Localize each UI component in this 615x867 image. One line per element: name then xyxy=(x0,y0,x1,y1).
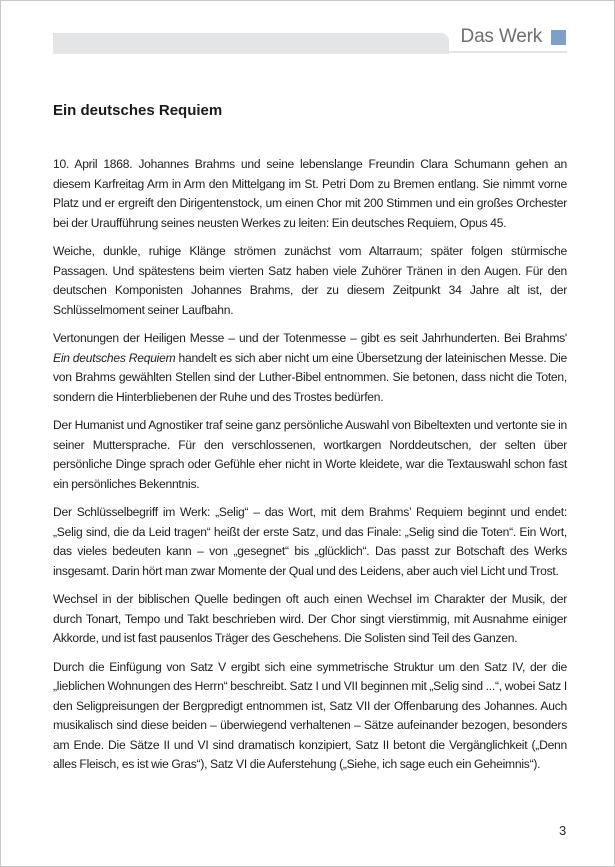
paragraph-3-before: Vertonungen der Heiligen Messe – und der Totenmesse – gibt es seit Jahrhunderten. Bei Brahms' xyxy=(53,331,567,345)
paragraph-7: Durch die Einfügung von Satz V ergibt sich eine symmetrische Struktur um den Satz IV, der die „lieblichen Wohnungen des Herrn“ beschreibt. Satz I und VII beginnen mit „Selig sind ...“, wobei Satz I den Seligpreisungen der Bergpredigt entnommen ist, Satz VII der Offenbarung des Johannes. Auch musikalisch sind diese beiden – überwiegend verhaltenen – Sätze aufeinander bezogen, besonders am Ende. Die Sätze II und VI sind dramatisch konzipiert, Satz II betont die Vergänglichkeit („Denn alles Fleisch, es ist wie Gras“), Satz VI die Auferstehung („Siehe, ich sage euch ein Geheimnis“). xyxy=(53,659,567,771)
section-label: Das Werk xyxy=(460,26,542,47)
section-marker-square-icon xyxy=(551,30,566,45)
header-bar xyxy=(53,33,449,54)
article-title: Ein deutsches Requiem xyxy=(53,102,223,119)
article-body xyxy=(53,155,567,784)
paragraph-4: Der Humanist und Agnostiker traf seine ganz persönliche Auswahl von Bibeltexten und vertonte sie in seiner Muttersprache. Für den verschlossenen, wortkargen Norddeutschen, der selten über persönliche Dinge sprach oder Gefühle eher nicht in Worte kleidete, war die Textauswahl schon fast ein persönliches Bekenntnis. xyxy=(53,418,567,491)
header-rule xyxy=(441,51,567,53)
paragraph-3 xyxy=(53,329,567,407)
paragraph-5: Der Schlüsselbegriff im Werk: „Selig“ – das Wort, mit dem Brahms’ Requiem beginnt und endet: „Selig sind, die da Leid tragen“ heißt der erste Satz, und das Finale: „Selig sind die Toten“. Ein Wort, das vieles bedeuten kann – von „gesegnet“ bis „glücklich“. Das passt zur Botschaft des Werks insgesamt. Darin hört man zwar Momente der Qual und des Leidens, aber auch viel Licht und Trost. xyxy=(53,505,567,578)
paragraph-1: 10. April 1868. Johannes Brahms und seine lebenslange Freundin Clara Schumann gehen an diesem Karfreitag Arm in Arm den Mittelgang im St. Petri Dom zu Bremen entlang. Sie nimmt vorne Platz und er ergreift den Dirigentenstock, um einen Chor mit 200 Stimmen und ein großes Orchester bei der Uraufführung seines neusten Werkes zu leiten: Ein deutsches Requiem, Opus 45. xyxy=(53,157,567,230)
page-number: 3 xyxy=(559,823,567,838)
work-title-italic: Ein deutsches Requiem xyxy=(53,350,176,365)
paragraph-6: Wechsel in der biblischen Quelle bedingen oft auch einen Wechsel im Charakter der Musik, der durch Tonart, Tempo und Takt beschrieben wird. Der Chor singt vierstimmig, mit Ausnahme einiger Akkorde, und ist fast pausenlos Träger des Geschehens. Die Solisten sind Teil des Ganzen. xyxy=(53,592,567,645)
paragraph-2: Weiche, dunkle, ruhige Klänge strömen zunächst vom Altarraum; später folgen stürmische Passagen. Und spätestens beim vierten Satz haben viele Zuhörer Tränen in den Augen. Für den deutschen Komponisten Johannes Brahms, der zu diesem Zeitpunkt 34 Jahre alt ist, der Schlüsselmoment seiner Laufbahn. xyxy=(53,244,567,317)
paragraph-3-after: handelt es sich aber nicht um eine Übersetzung der lateinischen Messe. Die von Brahms gewählten Stellen sind der Luther-Bibel entnommen. Sie betonen, dass nicht die Toten, sondern die Hinterbliebenen der Ruhe und des Trostes bedürfen. xyxy=(53,350,567,404)
